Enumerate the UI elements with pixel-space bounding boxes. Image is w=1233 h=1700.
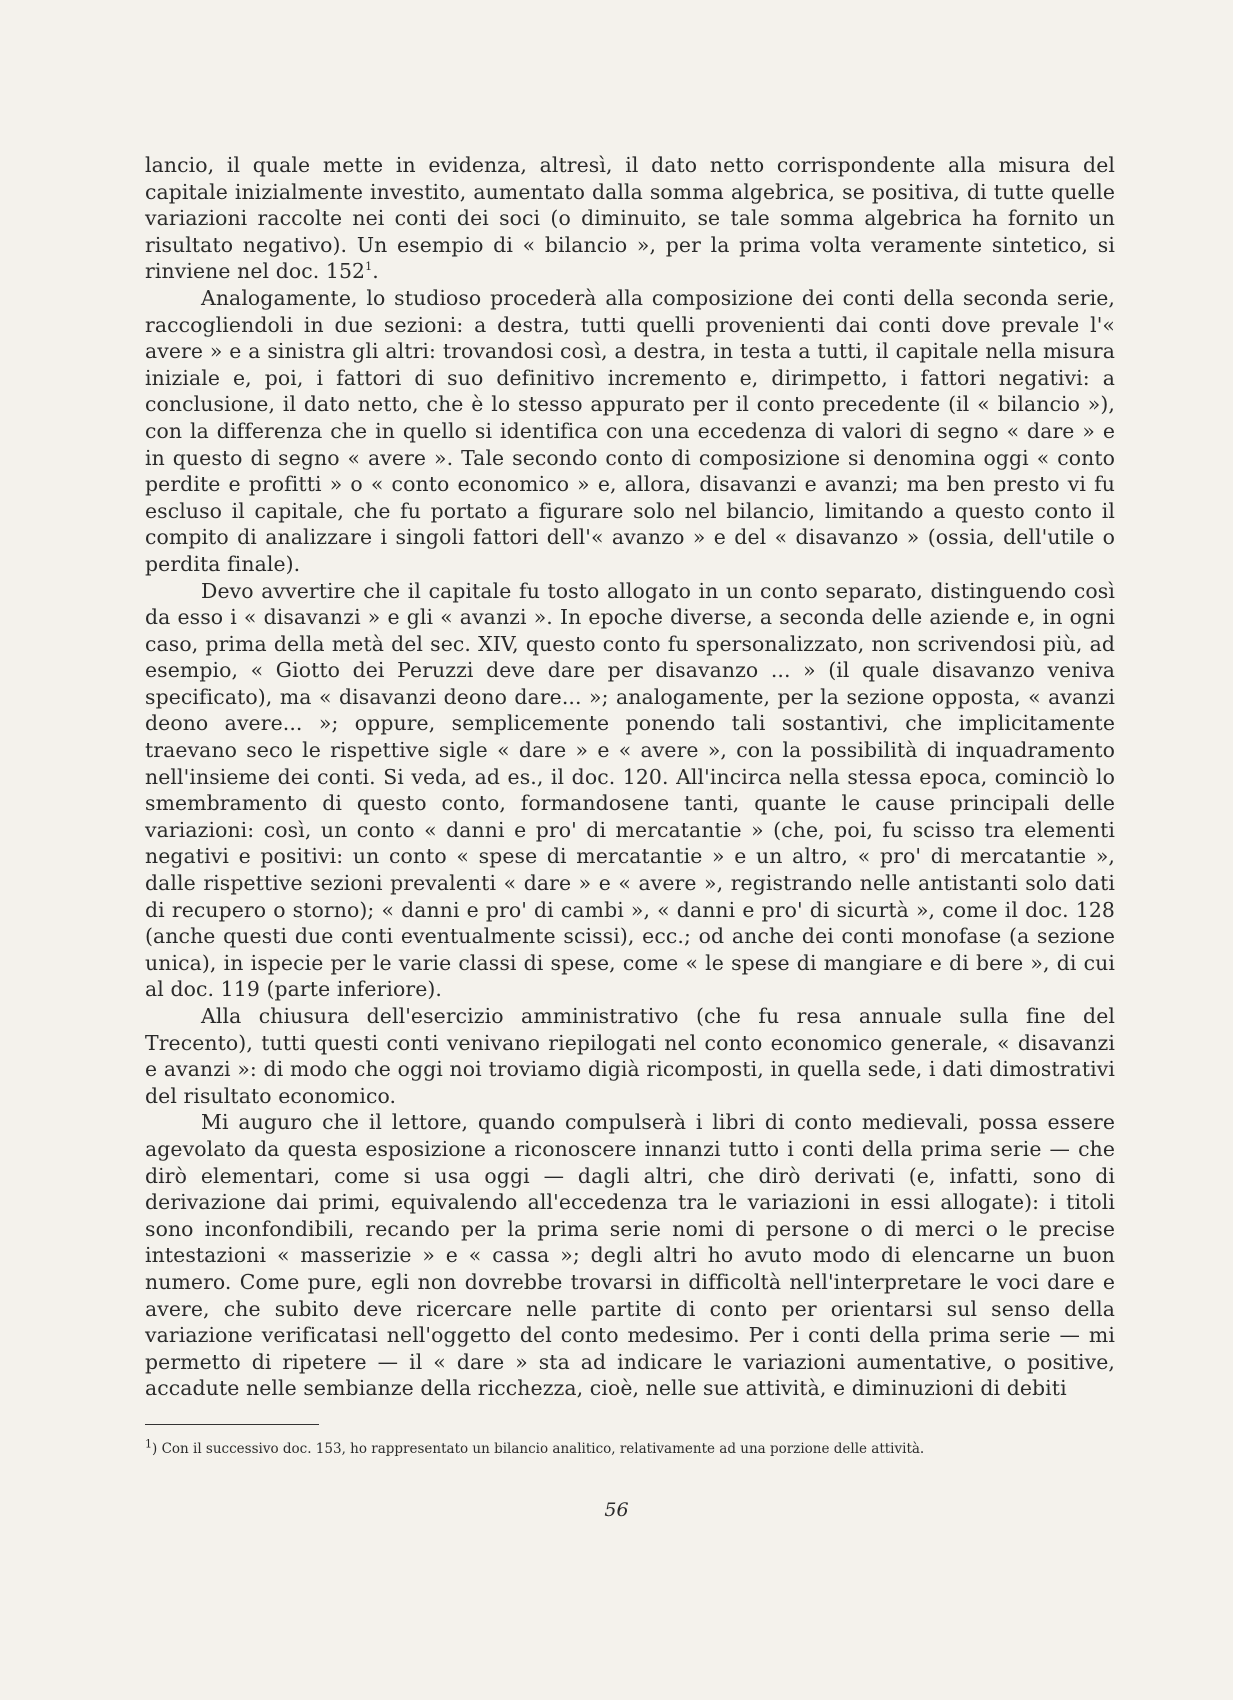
paragraph-2: Analogamente, lo studioso procederà alla composizione dei conti della seconda serie, raccogliendoli in due sezioni: a destra, tutti quelli provenienti dai conti dove prevale l'« avere » e a sinistra gli altri: trovandosi così, a destra, in testa a tutti, il capitale nella misura iniziale e, poi, i fattori di suo definitivo incremento e, dirimpetto, i fattori negativi: a conclusione, il dato netto, che è lo stesso appurato per il conto precedente (il « bilancio »), con la differenza che in quello si identifica con una eccedenza di valori di segno « dare » e in questo di segno « avere ». Tale secondo conto di composizione si denomina oggi « conto perdite e profitti » o « conto economico » e, allora, disavanzi e avanzi; ma ben presto vi fu escluso il capitale, che fu portato a figurare solo nel bilancio, limitando a questo conto il compito di analizzare i singoli fattori dell'« avanzo » e del « disavanzo » (ossia, dell'utile o perdita finale). [145, 285, 1115, 576]
footnote-ref: 1 [365, 260, 373, 274]
page-number: 56 [604, 1499, 629, 1521]
paragraph-3: Devo avvertire che il capitale fu tosto allogato in un conto separato, distinguendo così da esso i « disavanzi » e gli « avanzi ». In epoche diverse, a seconda delle aziende e, in ogni caso, prima della metà del sec. XIV, questo conto fu spersonalizzato, non scrivendosi più, ad esempio, « Giotto dei Peruzzi deve dare per disavanzo ... » (il quale disavanzo veniva specificato), ma « disavanzi deono dare... »; analogamente, per la sezione opposta, « avanzi deono avere... »; oppure, semplicemente ponendo tali sostantivi, che implicitamente traevano seco le rispettive sigle « dare » e « avere », con la possibilità di inquadramento nell'insieme dei conti. Si veda, ad es., il doc. 120. All'incirca nella stessa epoca, cominciò lo smembramento di questo conto, formandosene tanti, quante le cause principali delle variazioni: così, un conto « danni e pro' di mercatantie » (che, poi, fu scisso tra elementi negativi e positivi: un conto « spese di mercatantie » e un altro, « pro' di mercatantie », dalle rispettive sezioni prevalenti « dare » e « avere », registrando nelle antistanti solo dati di recupero o storno); « danni e pro' di cambi », « danni e pro' di sicurtà », come il doc. 128 (anche questi due conti eventualmente scissi), ecc.; od anche dei conti monofase (a sezione unica), in ispecie per le varie classi di spese, come « le spese di mangiare e di bere », di cui al doc. 119 (parte inferiore). [145, 578, 1115, 1002]
body-text [145, 152, 1115, 1402]
paragraph-4: Alla chiusura dell'esercizio amministrativo (che fu resa annuale sulla fine del Trecento), tutti questi conti venivano riepilogati nel conto economico generale, « disavanzi e avanzi »: di modo che oggi noi troviamo digià ricomposti, in quella sede, i dati dimostrativi del risultato economico. [145, 1004, 1115, 1108]
footnote: $^1$) Con il successivo doc. 153, ho rappresentato un bilancio analitico, relativamente ad una porzione delle attività. [145, 1437, 925, 1457]
paragraph-1-text: lancio, il quale mette in evidenza, altresì, il dato netto corrispondente alla misura del capitale inizialmente investito, aumentato dalla somma algebrica, se positiva, di tutte quelle variazioni raccolte nei conti dei soci (o diminuito, se tale somma algebrica ha fornito un risultato negativo). Un esempio di « bilancio », per la prima volta veramente sintetico, si rinviene nel doc. 152 [145, 153, 1115, 284]
footnote-divider [145, 1424, 319, 1425]
footnote-text: Con il successivo doc. 153, ho rappresentato un bilancio analitico, relativamente ad una porzione delle attività. [161, 1441, 925, 1457]
footnote-marker: 1 [145, 1437, 152, 1451]
paragraph-5: Mi auguro che il lettore, quando compulserà i libri di conto medievali, possa essere agevolato da questa esposizione a riconoscere innanzi tutto i conti della prima serie — che dirò elementari, come si usa oggi — dagli altri, che dirò derivati (e, infatti, sono di derivazione dai primi, equivalendo all'eccedenza tra le variazioni in essi allogate): i titoli sono inconfondibili, recando per la prima serie nomi di persone o di merci o le precise intestazioni « masserizie » e « cassa »; degli altri ho avuto modo di elencarne un buon numero. Come pure, egli non dovrebbe trovarsi in difficoltà nell'interpretare le voci dare e avere, che subito deve ricercare nelle partite di conto per orientarsi sul senso della variazione verificatasi nell'oggetto del conto medesimo. Per i conti della prima serie — mi permetto di ripetere — il « dare » sta ad indicare le variazioni aumentative, o positive, accadute nelle sembianze della ricchezza, cioè, nelle sue attività, e diminuzioni di debiti [145, 1110, 1115, 1401]
paragraph-1: lancio, il quale mette in evidenza, altresì, il dato netto corrispondente alla misura del capitale inizialmente investito, aumentato dalla somma algebrica, se positiva, di tutte quelle variazioni raccolte nei conti dei soci (o diminuito, se tale somma algebrica ha fornito un risultato negativo). Un esempio di « bilancio », per la prima volta veramente sintetico, si rinviene nel doc. $152^1$. [145, 153, 1115, 284]
